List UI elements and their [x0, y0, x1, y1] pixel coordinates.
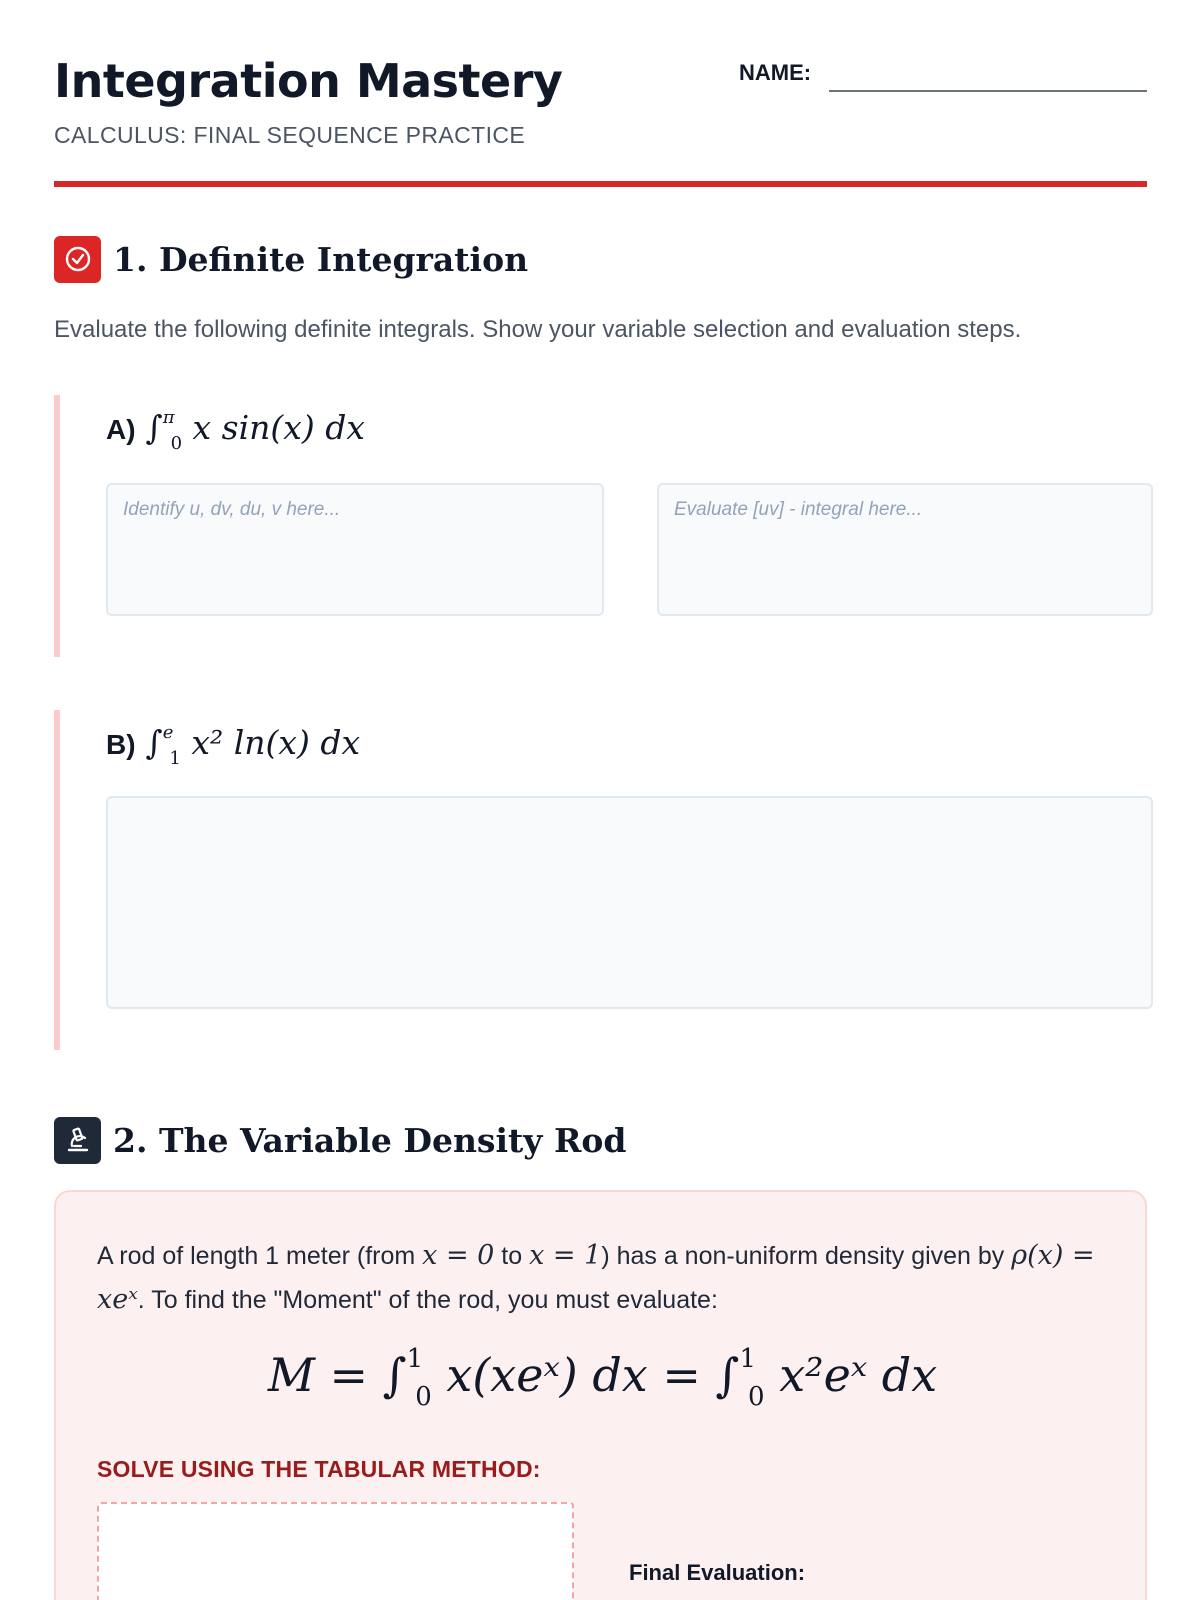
problem-b-work-box[interactable] [106, 796, 1153, 1009]
section-1-header [54, 235, 528, 283]
header-divider [54, 181, 1147, 187]
section-2-title: 2. The Variable Density Rod [113, 1120, 627, 1160]
section-1-instructions: Evaluate the following definite integrals. Show your variable selection and evaluation steps. [54, 316, 1022, 343]
page-subtitle: CALCULUS: FINAL SEQUENCE PRACTICE [54, 122, 526, 148]
problem-a-letter: A) [106, 414, 136, 445]
worksheet-header [54, 50, 1147, 188]
problem-a [54, 395, 1147, 657]
name-label: NAME: [739, 60, 812, 85]
name-input-line[interactable] [829, 90, 1147, 92]
problem-b-expression: ∫$^e_1$ x² ln(x) dx [145, 722, 361, 769]
tabular-work-box[interactable] [97, 1502, 574, 1600]
problem-a-expression: ∫$^\pi_0$ x sin(x) dx [145, 407, 365, 454]
final-evaluation-label: Final Evaluation: [629, 1560, 806, 1585]
rod-description: A rod of length 1 meter (from x = 0 to x = 1) has a non-uniform density given by ρ(x) = xeˣ. To find the "Moment" of the rod, you must evaluate: [97, 1240, 1095, 1315]
problem-b-letter: B) [106, 729, 136, 760]
problem-a-placeholder-left: Identify u, dv, du, v here... [123, 499, 341, 520]
tabular-method-label: SOLVE USING THE TABULAR METHOD: [97, 1456, 541, 1482]
page-title: Integration Mastery [54, 54, 563, 108]
name-field-group [739, 58, 1147, 94]
problem-a-work-box-left[interactable] [106, 483, 604, 616]
problem-a-label [106, 407, 365, 454]
section-1-title: 1. Definite Integration [113, 239, 529, 279]
check-circle-icon [54, 236, 101, 283]
problem-a-work-box-right[interactable] [657, 483, 1153, 616]
section-2-header [54, 1116, 626, 1164]
problem-b-label [106, 722, 360, 769]
microscope-icon [54, 1117, 101, 1164]
problem-b [54, 710, 1147, 1050]
moment-equation: M = ∫$^1_0$ x(xeˣ) dx = ∫$^1_0$ x²eˣ dx [267, 1344, 938, 1412]
density-rod-card [54, 1190, 1147, 1600]
problem-a-placeholder-right: Evaluate [uv] - integral here... [674, 499, 923, 520]
